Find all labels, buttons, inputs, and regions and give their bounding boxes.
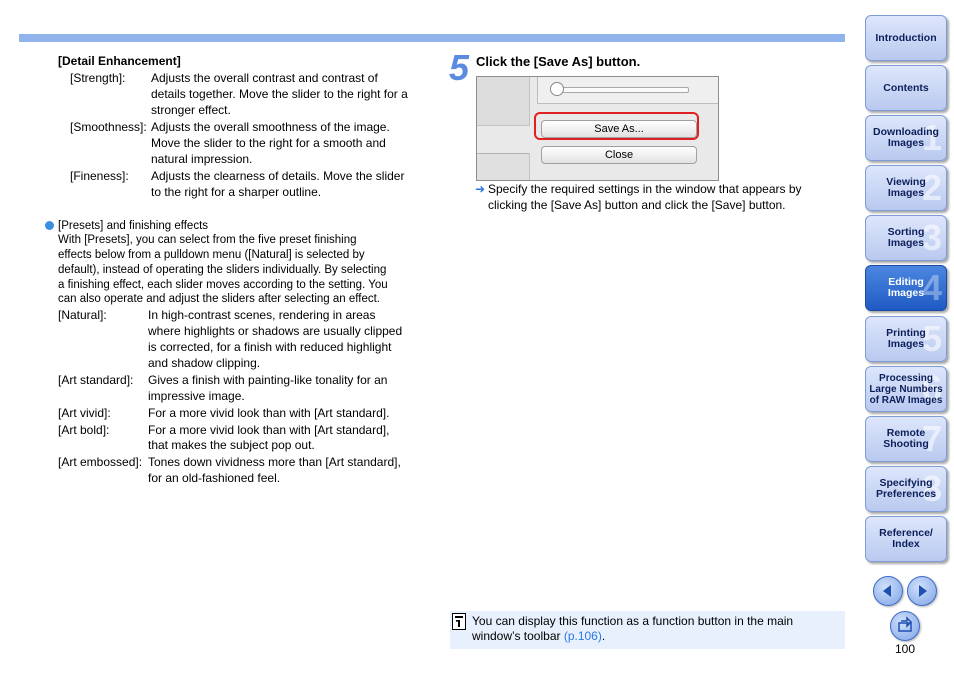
bullet-icon — [45, 221, 54, 230]
desc-art-embossed-2: for an old-fashioned feel. — [148, 471, 281, 485]
desc-art-bold-1: For a more vivid look than with [Art standard], — [148, 423, 390, 437]
presets-body-line: With [Presets], you can select from the five preset finishing — [58, 234, 357, 246]
slider-thumb[interactable] — [550, 82, 564, 96]
note-text-end: . — [601, 629, 606, 643]
desc-art-vivid-1: For a more vivid look than with [Art standard]. — [148, 406, 390, 420]
tab-number: 8 — [921, 468, 942, 509]
presets-body-line: can also operate and adjust the sliders after selecting an effect. — [58, 293, 380, 305]
return-icon — [891, 612, 919, 640]
term-art-vivid: [Art vivid]: — [58, 406, 111, 420]
term-fineness: [Fineness]: — [70, 169, 129, 183]
next-page-button[interactable] — [907, 576, 937, 606]
note-line-2 — [472, 628, 605, 644]
term-smoothness: [Smoothness]: — [70, 120, 147, 134]
tab-label: Specifying Preferences — [875, 477, 937, 500]
tab-downloading-images[interactable] — [865, 115, 947, 161]
step-desc-line-1: Specify the required settings in the window that appears by — [488, 182, 802, 196]
save-dialog-screenshot — [476, 76, 719, 181]
panel-area — [477, 77, 530, 126]
detail-enhancement-heading: [Detail Enhancement] — [58, 54, 181, 68]
header-bar — [19, 34, 845, 42]
presets-heading: [Presets] and finishing effects — [58, 220, 209, 232]
return-button[interactable] — [890, 611, 920, 641]
step-desc-line-2: clicking the [Save As] button and click the [Save] button. — [488, 198, 786, 212]
desc-art-standard-1: Gives a finish with painting-like tonality for an — [148, 373, 388, 387]
desc-fineness-2: to the right for a sharper outline. — [151, 185, 322, 199]
desc-strength-3: stronger effect. — [151, 103, 231, 117]
note-box — [450, 611, 845, 649]
desc-art-standard-2: impressive image. — [148, 389, 245, 403]
desc-natural-3: is corrected, for a finish with reduced highlight — [148, 340, 392, 354]
desc-smoothness-1: Adjusts the overall smoothness of the image. — [151, 120, 390, 134]
presets-body-line: a finishing effect, each slider moves according to the setting. You — [58, 279, 388, 291]
tab-number: 2 — [921, 167, 942, 208]
note-line-1: You can display this function as a function button in the main — [472, 614, 794, 628]
desc-fineness-1: Adjusts the clearness of details. Move the slider — [151, 169, 405, 183]
tab-number: 3 — [921, 217, 942, 258]
tab-reference-index[interactable] — [865, 516, 947, 562]
desc-smoothness-3: natural impression. — [151, 152, 253, 166]
tab-label: Reference/ Index — [879, 527, 933, 550]
tab-number: 7 — [921, 418, 942, 459]
desc-strength-1: Adjusts the overall contrast and contrast of — [151, 71, 378, 85]
close-button[interactable]: Close — [541, 146, 697, 164]
memo-icon — [452, 613, 466, 630]
desc-natural-1: In high-contrast scenes, rendering in areas — [148, 308, 376, 322]
presets-body-line: default), instead of operating the sliders individually. By selecting — [58, 264, 387, 276]
tab-label: Introduction — [875, 31, 937, 44]
tab-label: Contents — [883, 81, 929, 94]
arrow-right-icon — [908, 577, 936, 605]
tab-label: Editing Images — [887, 276, 925, 299]
term-strength: [Strength]: — [70, 71, 126, 85]
desc-smoothness-2: Move the slider to the right for a smooth and — [151, 136, 386, 150]
arrow-icon: ➜ — [475, 182, 486, 196]
save-as-button[interactable]: Save As... — [541, 120, 697, 138]
tab-label: Remote Shooting — [883, 427, 929, 450]
tab-remote-shooting[interactable] — [865, 416, 947, 462]
desc-natural-4: and shadow clipping. — [148, 356, 261, 370]
desc-strength-2: details together. Move the slider to the right for a — [151, 87, 408, 101]
tab-processing-raw-images[interactable] — [865, 366, 947, 412]
tab-printing-images[interactable] — [865, 316, 947, 362]
tab-viewing-images[interactable] — [865, 165, 947, 211]
term-natural: [Natural]: — [58, 308, 107, 322]
desc-art-embossed-1: Tones down vividness more than [Art standard], — [148, 455, 401, 469]
panel-area — [477, 153, 530, 181]
tab-label: Processing Large Numbers of RAW Images — [869, 372, 943, 406]
desc-art-bold-2: that makes the subject pop out. — [148, 438, 315, 452]
tab-specifying-preferences[interactable] — [865, 466, 947, 512]
tab-number: 6 — [921, 368, 942, 409]
term-art-bold: [Art bold]: — [58, 423, 110, 437]
tab-label: Downloading Images — [873, 126, 939, 149]
tab-sorting-images[interactable] — [865, 215, 947, 261]
presets-body-line: effects below from a pulldown menu ([Natural] is selected by — [58, 249, 365, 261]
arrow-left-icon — [874, 577, 902, 605]
page-number: 100 — [895, 642, 916, 656]
tab-editing-images[interactable] — [865, 265, 947, 311]
tab-label: Printing Images — [886, 327, 926, 350]
tab-label: Viewing Images — [886, 176, 926, 199]
tab-label: Sorting Images — [887, 226, 925, 249]
tab-introduction[interactable] — [865, 15, 947, 61]
step-number: 5 — [449, 47, 470, 88]
tab-number: 1 — [921, 117, 942, 158]
tab-number: 5 — [921, 318, 942, 359]
step-title: Click the [Save As] button. — [476, 54, 641, 69]
tab-number: 4 — [921, 267, 942, 308]
prev-page-button[interactable] — [873, 576, 903, 606]
desc-natural-2: where highlights or shadows are usually clipped — [148, 324, 403, 338]
page-link[interactable]: (p.106) — [563, 629, 602, 643]
note-text: window’s toolbar — [472, 629, 564, 643]
term-art-embossed: [Art embossed]: — [58, 455, 143, 469]
slider-track[interactable] — [557, 87, 689, 93]
term-art-standard: [Art standard]: — [58, 373, 134, 387]
tab-contents[interactable] — [865, 65, 947, 111]
